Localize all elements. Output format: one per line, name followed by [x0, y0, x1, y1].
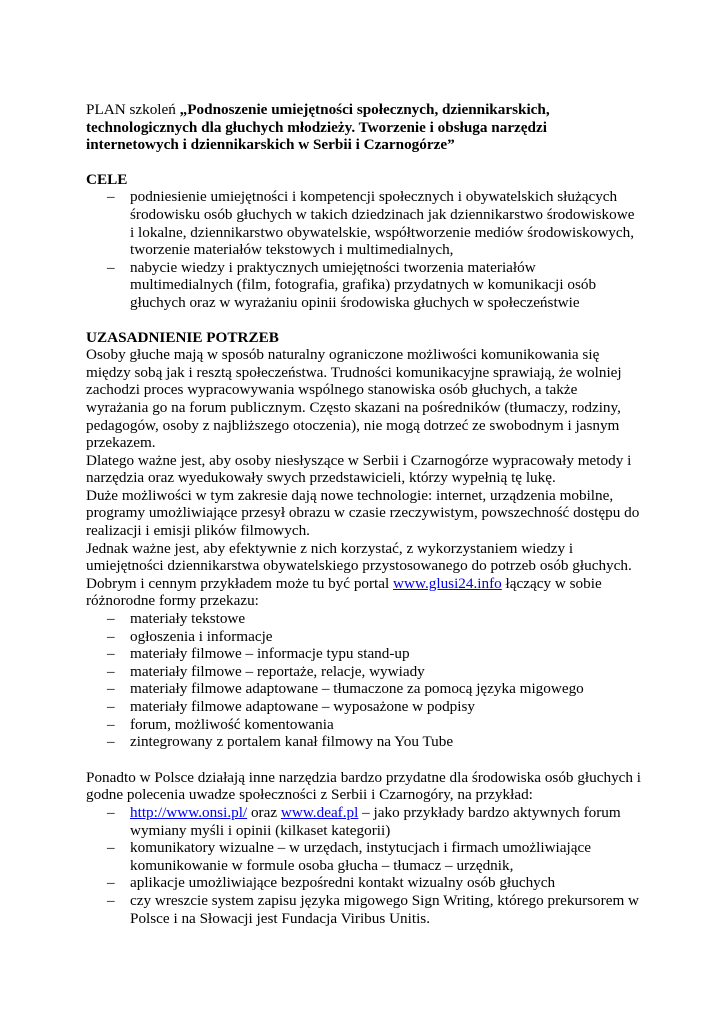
list-item: – czy wreszcie system zapisu języka migowego Sign Writing, którego prekursorem w Polsce i na Słowacji jest Fundacja Viribus Unitis. — [107, 891, 640, 927]
dash-bullet: – — [107, 733, 115, 751]
list-item: – aplikacje umożliwiające bezpośredni kontakt wizualny osób głuchych — [107, 874, 556, 892]
dash-bullet: – — [107, 610, 115, 628]
list-item: – materiały filmowe adaptowane – wyposażone w podpisy — [107, 698, 475, 715]
list-item: – materiały tekstowe — [107, 610, 246, 628]
list-item: – komunikatory wizualne – w urzędach, instytucjach i firmach umożliwiające komunikowanie w formule osoba głucha – tłumacz – urzędnik, — [107, 839, 591, 874]
paragraph: Duże możliwości w tym zakresie dają nowe technologie: internet, urządzenia mobilne, programy umożliwiające przesył obrazu w czasie rzeczywistym, powszechność dostępu do realizacji i emisji plików filmowych. — [86, 486, 640, 540]
document-title: PLAN szkoleń „Podnoszenie umiejętności społecznych, dziennikarskich, technologicznych dla głuchych młodzieży. Tworzenie i obsługa narzędzi internetowych i dziennikarskich w Serbii i Czarnogórze” — [86, 101, 550, 154]
dash-bullet: – — [107, 645, 115, 663]
dash-bullet: – — [107, 715, 115, 733]
dash-bullet: – — [107, 874, 115, 892]
list-item: – podniesienie umiejętności i kompetencji społecznych i obywatelskich służących środowisku osób głuchych w takich dziedzinach jak dziennikarstwo środowiskowe i lokalne, dziennikarstwo obywatelskie, współtworzenie mediów środowiskowych, tworzenie materiałów tekstowych i multimedialnych, — [107, 188, 635, 259]
paragraph: Dlatego ważne jest, aby osoby niesłyszące w Serbii i Czarnogórze wypracowały metody i narzędzia oraz wyedukowały swych przedstawicieli, którzy wypełnią tę lukę. — [86, 451, 632, 487]
goals-list — [86, 188, 642, 311]
list-item: – zintegrowany z portalem kanał filmowy na You Tube — [107, 733, 454, 751]
paragraph: Jednak ważne jest, aby efektywnie z nich korzystać, z wykorzystaniem wiedzy i umiejętności dziennikarstwa obywatelskiego przystosowanego do potrzeb osób głuchych. — [86, 539, 632, 575]
list-item: – nabycie wiedzy i praktycznych umiejętności tworzenia materiałów multimedialnych (film, fotografia, grafika) przydatnych w komunikacji osób głuchych oraz w wyrażaniu opinii środowiska głuchych w społeczeństwie — [107, 258, 597, 311]
dash-bullet: – — [107, 839, 115, 857]
list-item: – materiały filmowe – reportaże, relacje, wywiady — [107, 662, 425, 680]
tools-list — [86, 804, 642, 927]
dash-bullet: – — [107, 680, 115, 698]
paragraph: Osoby głuche mają w sposób naturalny ograniczone możliwości komunikowania się między sobą jak i resztą społeczeństwa. Trudności komunikacyjne sprawiają, że wolniej zachodzi proces wypracowywania wspólnego stanowiska osób głuchych, a także wyrażania go na forum publicznym. Często skazani na pośredników (tłumaczy, rodziny, pedagogów, osoby z najbliższego otoczenia), nie mogą dotrzeć ze swobodnym i jasnym przekazem. — [86, 346, 622, 452]
forms-list — [86, 610, 642, 751]
list-item: – materiały filmowe – informacje typu stand-up — [107, 645, 410, 663]
paragraph: Ponadto w Polsce działają inne narzędzia bardzo przydatne dla środowiska osób głuchych i godne polecenia uwadze społeczności z Serbii i Czarnogóry, na przykład: — [86, 768, 642, 804]
onsi-link[interactable]: http://www.onsi.pl/ — [130, 803, 248, 821]
dash-bullet: – — [107, 188, 115, 206]
list-item: – ogłoszenia i informacje — [107, 627, 273, 645]
dash-bullet: – — [107, 891, 115, 909]
list-item: – materiały filmowe adaptowane – tłumaczone za pomocą języka migowego — [107, 680, 584, 698]
dash-bullet: – — [107, 698, 115, 715]
list-item: – http://www.onsi.pl/ oraz www.deaf.pl – jako przykłady bardzo aktywnych forum wymiany myśli i opinii (kilkaset kategorii) — [107, 803, 621, 839]
section-heading-cele: CELE — [86, 170, 128, 188]
dash-bullet: – — [107, 627, 115, 645]
list-item: – forum, możliwość komentowania — [107, 715, 334, 733]
paragraph: Dobrym i cennym przykładem może tu być portal www.glusi24.info łączący w sobie różnorodne formy przekazu: — [86, 574, 602, 610]
glusi24-link[interactable]: www.glusi24.info — [393, 574, 502, 592]
document-content — [86, 101, 642, 927]
dash-bullet: – — [107, 662, 115, 680]
paragraph-spacer — [86, 751, 642, 769]
section-heading-uzasadnienie: UZASADNIENIE POTRZEB — [86, 328, 279, 346]
dash-bullet: – — [107, 803, 115, 821]
dash-bullet: – — [107, 258, 115, 276]
deaf-link[interactable]: www.deaf.pl — [280, 803, 359, 821]
